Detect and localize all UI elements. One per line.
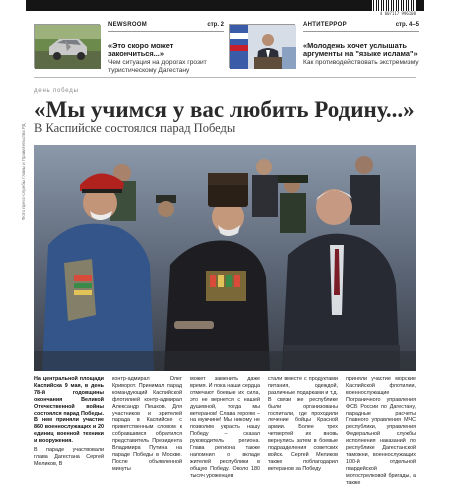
article-column-2	[112, 376, 182, 472]
article-paragraph: В параде участвовали глава Дагестана Сергей Меликов, В	[34, 447, 104, 467]
article-column-1	[34, 376, 104, 467]
teaser-rule	[303, 31, 419, 32]
teaser-headline[interactable]: «Молодежь хочет услышать аргументы на "языке ислама"»	[303, 41, 418, 59]
teaser-thumbnail-car-accident[interactable]	[34, 24, 100, 68]
teaser-thumbnail-speaker[interactable]	[229, 24, 295, 68]
barcode-number: 4 607117 996108	[379, 11, 416, 16]
teaser-page: стр. 4–5	[395, 22, 419, 28]
article-subtitle: В Каспийске состоялся парад Победы	[34, 121, 236, 135]
article-column-4	[268, 376, 338, 472]
teaser-section: АНТИТЕРРОР	[303, 22, 347, 28]
teaser-subtitle: Как противодействовать экстремизму	[303, 59, 419, 66]
teasers-strip	[34, 20, 419, 78]
masthead-bar	[26, 0, 424, 16]
teaser-antiterror[interactable]	[229, 20, 419, 78]
teaser-subtitle: Чем ситуация на дорогах грозит туристическому Дагестану	[108, 59, 207, 74]
article-paragraph: приняли участие морские Каспийской флотилии, военнослужащие Пограничного управления ФСБ России по Дагестану, парадные расчеты Главного управления МЧС республики, управления Федеральной службы исполнения наказаний по республике Дагестанской таможни, военнослужащих 100-й отдельной гвардейской мотострелковой бригады, а также	[346, 376, 416, 486]
article-paragraph: может заменить даже время. И пока наши сердца отмечают боевые их сила, это не вернется с нашей душевной, тогда мы ветеранов! Слава героям – на мужчине! Мы никому не позволим украсть нашу Победу – сказал руководитель региона. Глава региона также напомнил о вкладе жителей республики в общую Победу. Около 180 тысяч уроженцев	[190, 376, 260, 479]
article-paragraph: контр-адмирал Олег Криворот. Принимал парад командующий Каспийской флотилией контр-адмирал Александр Пешков. Для участников и зрителей парада в Каспийске с приветственным словом к собравшимся обратился представитель Президента Владимира Путина на параде Победы в Москве. После объявленной минуты	[112, 376, 182, 472]
teaser-newsroom[interactable]	[34, 20, 224, 78]
main-photo-victory-parade-veterans[interactable]	[34, 145, 416, 371]
teaser-section: NEWSROOM	[108, 22, 148, 28]
article-title: «Мы учимся у вас любить Родину...»	[34, 97, 415, 122]
photo-credit: Фото пресс-службы Главы и Правительства РД	[21, 123, 26, 220]
article-paragraph: стали вместе с продуктами питания, одеждой, различные подарками и т.д. В связи же республике были организованы госпитали, где проходили лечение бойцы Красной армии. Более трех четвертей их вновь вернулись затем в боевые подразделения советских войск. Сергей Меликов также поблагодарил ветеранов за Победу	[268, 376, 338, 472]
article-column-3	[190, 376, 260, 479]
article-lead: На центральной площади Каспийска 9 мая, в день 78-й годовщины окончания Великой Отечественной войны состоялся парад Победы. В нем приняли участие 860 военнослужащих и 20 единиц военной техники и вооружения.	[34, 376, 104, 445]
article-rubric: день победы	[34, 88, 79, 94]
teaser-page: стр. 2	[207, 22, 224, 28]
teaser-rule	[108, 31, 224, 32]
barcode	[372, 0, 416, 11]
teaser-headline[interactable]: «Это скоро может закончиться...»	[108, 41, 174, 59]
article-column-5	[346, 376, 416, 486]
